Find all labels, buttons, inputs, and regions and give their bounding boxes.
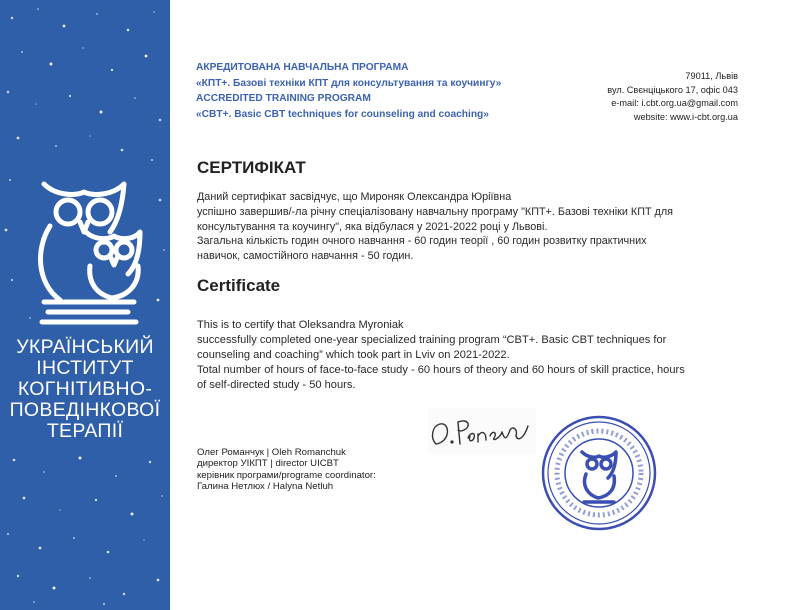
certificate-text-line: of self-directed study - 50 hours. (197, 379, 356, 391)
sidebar (0, 0, 170, 610)
director-title: директор УІКПТ | director UICBT (197, 458, 339, 470)
contact-city: 79011, Львів (685, 71, 738, 81)
certificate-text-uk (197, 190, 757, 264)
certificate-heading-uk: СЕРТИФІКАТ (197, 158, 306, 177)
institute-name-line: КОГНІТИВНО- (17, 378, 153, 400)
certificate-text-line: успішно завершив/-ла річну спеціалізовану навчальну програму "КПТ+. Базові техніки КПТ для (197, 205, 673, 218)
contact-website: website: www.i-cbt.org.ua (633, 111, 738, 122)
contact-block (607, 70, 738, 124)
accreditation-program-en: «CBT+. Basic CBT techniques for counseling and coaching» (196, 108, 489, 120)
signature-image (428, 408, 536, 454)
institute-name-line: ІНСТИТУТ (36, 357, 134, 379)
certificate-text-line: консультування та коучингу", яка відбулася у 2021-2022 році у Львові. (197, 220, 548, 233)
accreditation-title-uk: АКРЕДИТОВАНА НАВЧАЛЬНА ПРОГРАМА (196, 62, 409, 73)
certificate-text-line: навичок, самостійного навчання - 50 годин. (197, 250, 414, 263)
institute-stamp-icon (540, 414, 658, 532)
contact-email: e-mail: i.cbt.org.ua@gmail.com (611, 98, 738, 108)
institute-name-line: ПОВЕДІНКОВОЇ (9, 399, 161, 421)
certificate-text-line: Даний сертифікат засвідчує, що Мироняк Олександра Юріївна (197, 191, 512, 203)
certificate-text-line: counseling and coaching” which took part in Lviv on 2021-2022. (197, 349, 510, 361)
director-name: Олег Романчук | Oleh Romanchuk (197, 447, 346, 458)
certificate-text-line: This is to certify that Oleksandra Myroniak (197, 319, 404, 331)
signatories-block (197, 447, 376, 492)
accreditation-block (196, 60, 501, 122)
coordinator-name: Галина Нетлюх / Halyna Netluh (197, 480, 334, 492)
coordinator-title: керівник програми/programe coordinator: (197, 469, 376, 481)
institute-name (0, 337, 170, 442)
institute-name-line: ТЕРАПІЇ (46, 420, 124, 442)
certificate-heading-en: Certificate (197, 276, 281, 295)
accreditation-program-uk: «КПТ+. Базові техніки КПТ для консультування та коучингу» (196, 77, 502, 89)
accreditation-title-en: ACCREDITED TRAINING PROGRAM (196, 93, 371, 104)
contact-address: вул. Свєнціцького 17, офіс 043 (607, 84, 738, 95)
certificate-text-en (197, 318, 757, 393)
certificate-text-line: Total number of hours of face-to-face study - 60 hours of theory and 60 hours of skill practice, hours (197, 364, 685, 376)
institute-name-line: УКРАЇНСЬКИЙ (16, 336, 154, 358)
owl-logo-icon (24, 170, 146, 325)
certificate-text-line: successfully completed one-year specialized training program “CBT+. Basic CBT techniques for (197, 334, 667, 346)
certificate-text-line: Загальна кількість годин очного навчання - 60 годин теорії , 60 годин розвитку практичних (197, 235, 647, 248)
